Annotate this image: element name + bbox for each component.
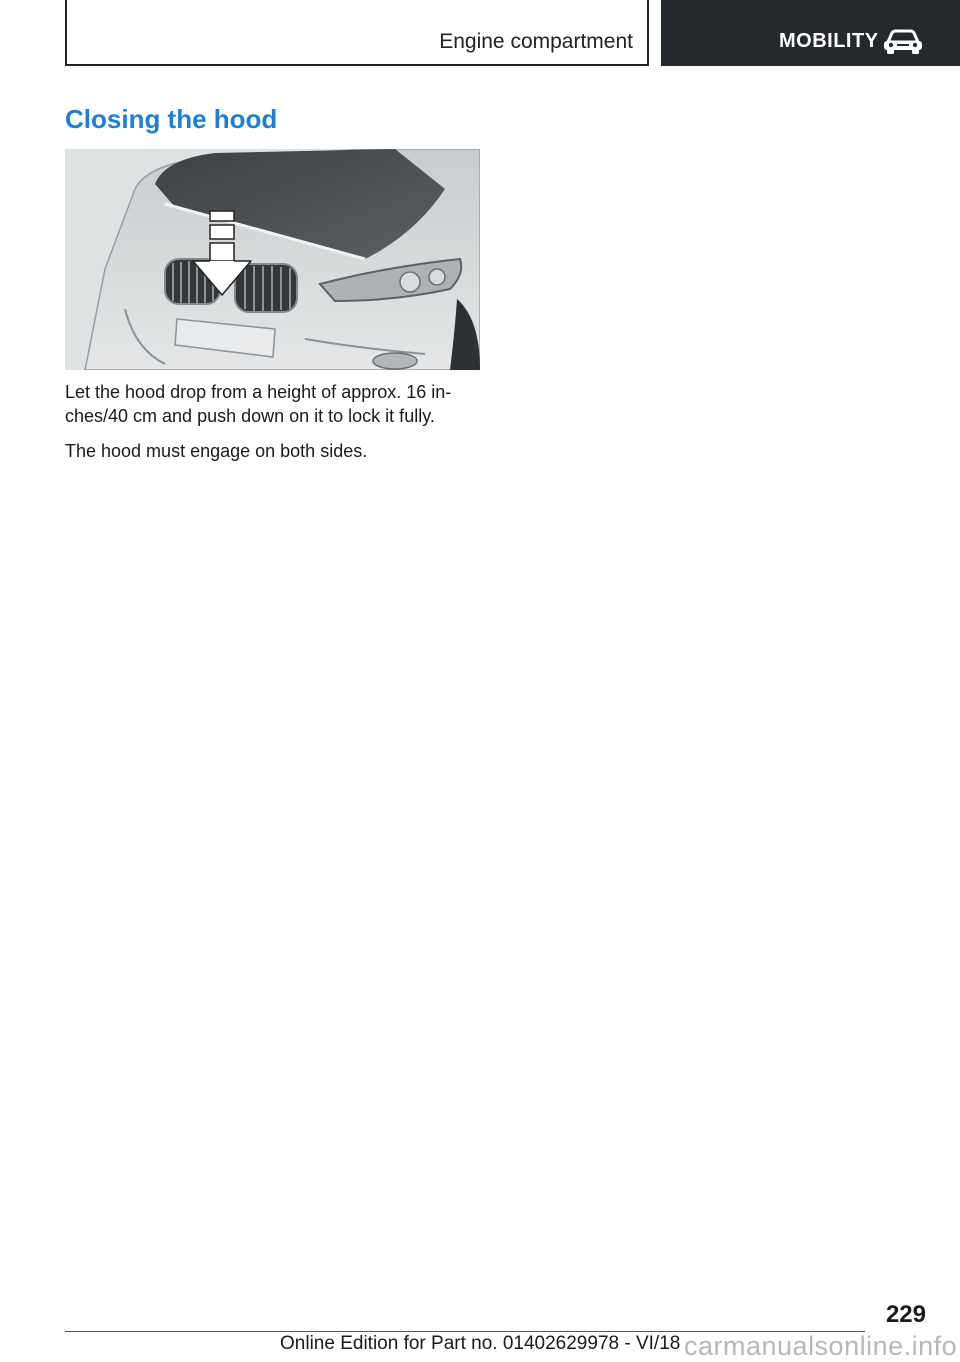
edition-text: Online Edition for Part no. 01402629978 - VI/18 [280,1333,681,1354]
watermark: carmanualsonline.info [684,1331,958,1361]
page-heading: Closing the hood [65,104,278,134]
car-icon [882,28,924,54]
section-tab [65,0,649,66]
section-title: Engine compartment [439,30,633,53]
page-header [0,0,960,66]
note-paragraph: The hood must engage on both sides. [65,441,368,461]
instruction-paragraph: Let the hood drop from a height of approx. 16 in‐ches/40 cm and push down on it to lock it fully. [65,382,452,426]
page-number: 229 [885,1301,926,1328]
chapter-title: MOBILITY [779,30,879,52]
hood-closing-illustration [65,149,480,370]
chapter-tab [661,0,960,66]
